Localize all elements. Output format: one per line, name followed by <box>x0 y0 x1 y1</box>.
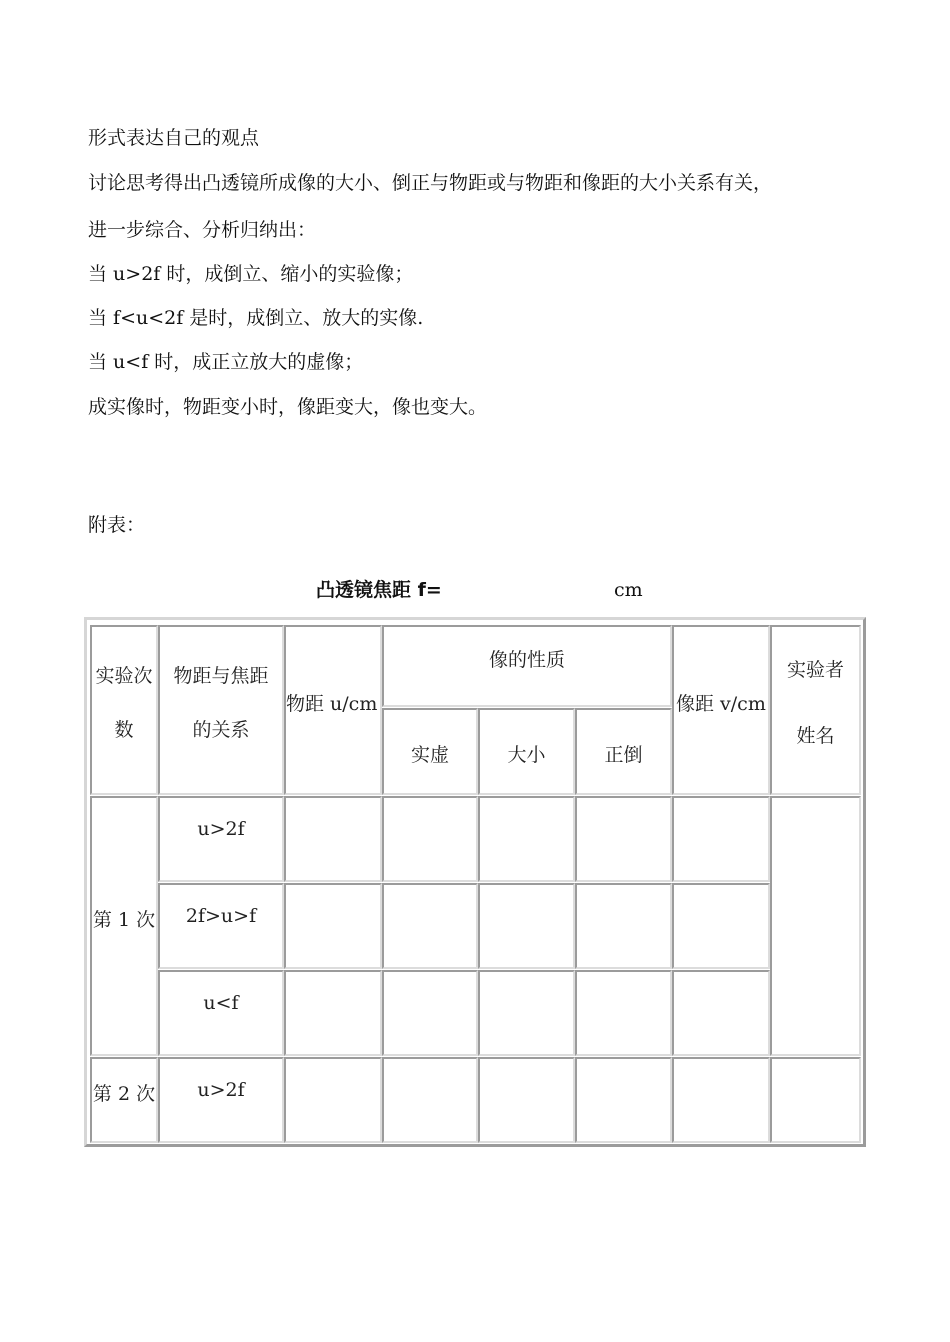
table-title <box>316 577 656 603</box>
header-image-distance <box>672 625 770 795</box>
trial-1-label: 第 1 次 <box>92 909 156 931</box>
table-cell[interactable] <box>478 796 575 882</box>
table-cell[interactable] <box>382 883 478 969</box>
table-cell[interactable] <box>770 1057 861 1143</box>
header-trial <box>90 625 158 795</box>
table-cell[interactable] <box>284 796 382 882</box>
trial-1-relation-1 <box>158 796 284 882</box>
header-trial-line2: 数 <box>114 719 134 741</box>
text-line-7: 成实像时，物距变小时，像距变大，像也变大。 <box>88 396 488 418</box>
text-line-2: 讨论思考得出凸透镜所成像的大小、倒正与物距或与物距和像距的大小关系有关， <box>88 172 773 194</box>
table-cell[interactable] <box>382 1057 478 1143</box>
trial-2-label: 第 2 次 <box>92 1083 156 1105</box>
text-line-4: 当 u>2f 时，成倒立、缩小的实验像； <box>88 263 414 285</box>
trial-1-relation-2-label: 2f>u>f <box>185 905 257 927</box>
table-cell[interactable] <box>575 883 672 969</box>
header-relation <box>158 625 284 795</box>
text-line-1: 形式表达自己的观点 <box>88 127 260 149</box>
header-real-virtual <box>382 708 478 795</box>
data-table <box>84 617 866 1147</box>
table-cell[interactable] <box>284 883 382 969</box>
header-size <box>478 708 575 795</box>
table-cell[interactable] <box>672 883 770 969</box>
header-real-virtual-label: 实虚 <box>410 744 449 766</box>
table-cell[interactable] <box>672 796 770 882</box>
header-experimenter-line2: 姓名 <box>796 725 835 747</box>
table-title-main: 凸透镜焦距 f= <box>316 579 442 601</box>
trial-1-relation-2 <box>158 883 284 969</box>
trial-2-label-cell <box>90 1057 158 1143</box>
trial-1-label-cell <box>90 796 158 1056</box>
trial-2-relation-1 <box>158 1057 284 1143</box>
table-cell[interactable] <box>478 883 575 969</box>
table-cell[interactable] <box>575 796 672 882</box>
text-line-5: 当 f<u<2f 是时，成倒立、放大的实像. <box>88 307 424 329</box>
table-cell[interactable] <box>672 1057 770 1143</box>
trial-2-relation-1-label: u>2f <box>197 1079 245 1101</box>
header-trial-line1: 实验次 <box>95 665 153 687</box>
text-line-3: 进一步综合、分析归纳出： <box>88 219 317 241</box>
trial-1-relation-1-label: u>2f <box>197 818 245 840</box>
header-relation-line2: 的关系 <box>192 719 250 741</box>
table-cell[interactable] <box>382 796 478 882</box>
table-cell[interactable] <box>575 1057 672 1143</box>
appendix-label: 附表： <box>88 514 146 536</box>
header-experimenter <box>770 625 861 795</box>
table-cell[interactable] <box>672 970 770 1056</box>
table-cell[interactable] <box>478 970 575 1056</box>
table-cell[interactable] <box>575 970 672 1056</box>
table-title-unit: cm <box>614 579 643 601</box>
text-line-6: 当 u<f 时，成正立放大的虚像； <box>88 351 364 373</box>
header-orientation <box>575 708 672 795</box>
header-object-distance-label: 物距 u/cm <box>286 693 378 715</box>
table-cell[interactable] <box>382 970 478 1056</box>
trial-1-relation-3 <box>158 970 284 1056</box>
trial-1-relation-3-label: u<f <box>203 992 239 1014</box>
header-relation-line1: 物距与焦距 <box>173 665 269 687</box>
table-cell[interactable] <box>284 970 382 1056</box>
header-object-distance <box>284 625 382 795</box>
header-orientation-label: 正倒 <box>604 744 643 766</box>
header-size-label: 大小 <box>507 744 546 766</box>
table-cell[interactable] <box>284 1057 382 1143</box>
header-experimenter-line1: 实验者 <box>786 659 844 681</box>
header-image-distance-label: 像距 v/cm <box>676 693 766 715</box>
header-image-nature <box>382 625 672 707</box>
trial-1-experimenter-cell[interactable] <box>770 796 861 1056</box>
table-cell[interactable] <box>478 1057 575 1143</box>
header-image-nature-label: 像的性质 <box>488 649 565 671</box>
